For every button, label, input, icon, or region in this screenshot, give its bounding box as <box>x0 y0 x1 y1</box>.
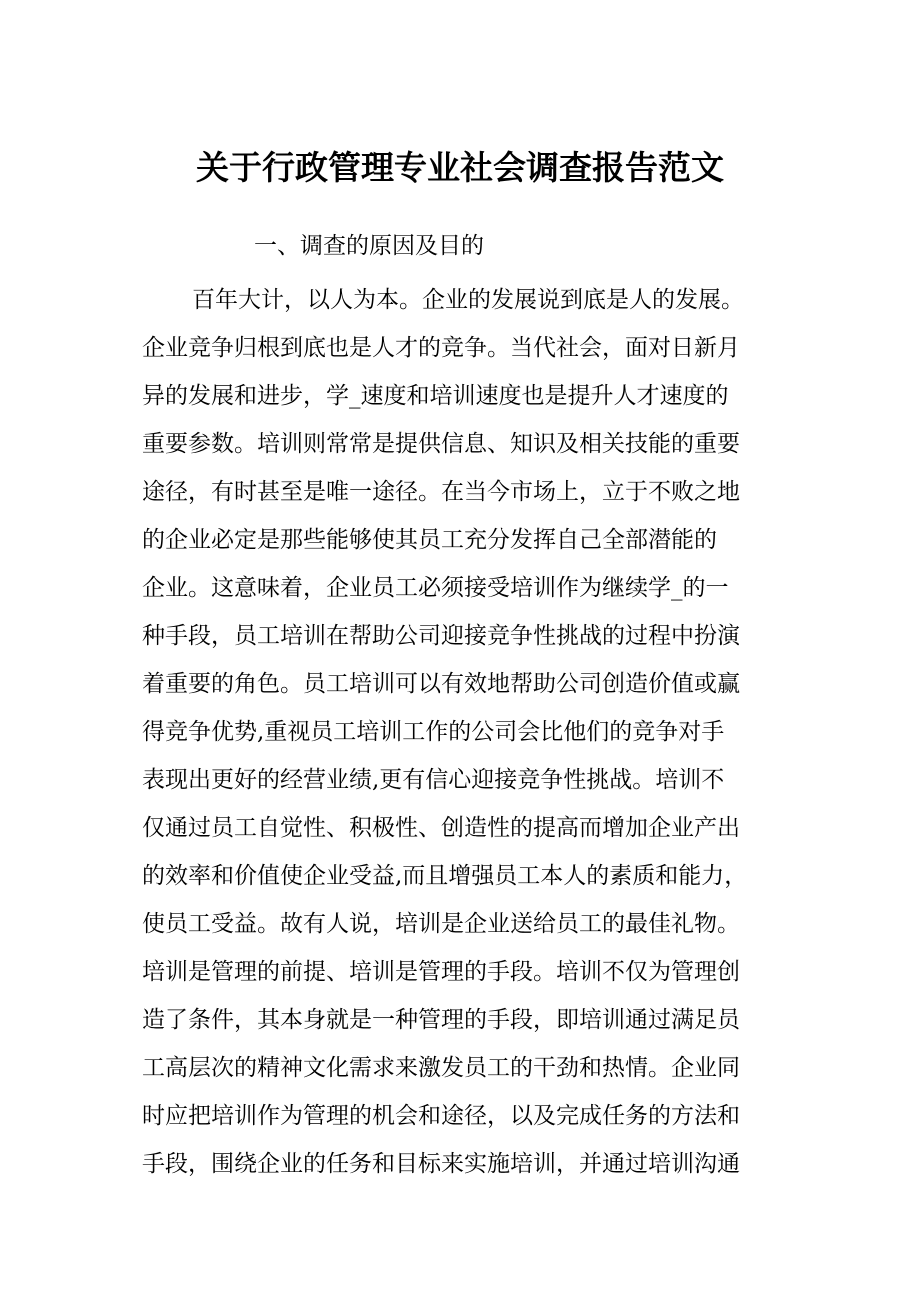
text-line: 重要参数。培训则常常是提供信息、知识及相关技能的重要 <box>142 431 740 457</box>
text-line: 造了条件，其本身就是一种管理的手段，即培训通过满足员 <box>142 1007 740 1033</box>
text-line: 使员工受益。故有人说，培训是企业送给员工的最佳礼物。 <box>142 911 740 937</box>
text-line: 表现出更好的经营业绩,更有信心迎接竞争性挑战。培训不 <box>142 767 725 793</box>
text-line: 培训是管理的前提、培训是管理的手段。培训不仅为管理创 <box>142 959 740 985</box>
text-line: 着重要的角色。员工培训可以有效地帮助公司创造价值或赢 <box>142 671 740 697</box>
text-line: 异的发展和进步，学_速度和培训速度也是提升人才速度的 <box>142 383 729 409</box>
text-line: 的企业必定是那些能够使其员工充分发挥自己全部潜能的 <box>142 527 717 553</box>
text-line: 的效率和价值使企业受益,而且增强员工本人的素质和能力， <box>142 863 748 889</box>
text-line: 手段，围绕企业的任务和目标来实施培训，并通过培训沟通 <box>142 1151 740 1177</box>
document-title: 关于行政管理专业社会调查报告范文 <box>196 148 724 187</box>
text-line: 得竞争优势,重视员工培训工作的公司会比他们的竞争对手 <box>142 719 725 745</box>
text-line: 工高层次的精神文化需求来激发员工的干劲和热情。企业同 <box>142 1055 740 1081</box>
text-line: 时应把培训作为管理的机会和途径，以及完成任务的方法和 <box>142 1103 740 1129</box>
text-line: 企业。这意味着，企业员工必须接受培训作为继续学_的一 <box>142 575 729 601</box>
text-line: 百年大计，以人为本。企业的发展说到底是人的发展。 <box>192 287 744 313</box>
text-line: 途径，有时甚至是唯一途径。在当今市场上，立于不败之地 <box>142 479 740 505</box>
section-heading: 一、调查的原因及目的 <box>254 233 484 259</box>
text-line: 种手段，员工培训在帮助公司迎接竞争性挑战的过程中扮演 <box>142 623 740 649</box>
body-paragraph <box>142 276 802 1188</box>
text-line: 仅通过员工自觉性、积极性、创造性的提高而增加企业产出 <box>142 815 740 841</box>
text-line: 企业竞争归根到底也是人才的竞争。当代社会，面对日新月 <box>142 335 740 361</box>
